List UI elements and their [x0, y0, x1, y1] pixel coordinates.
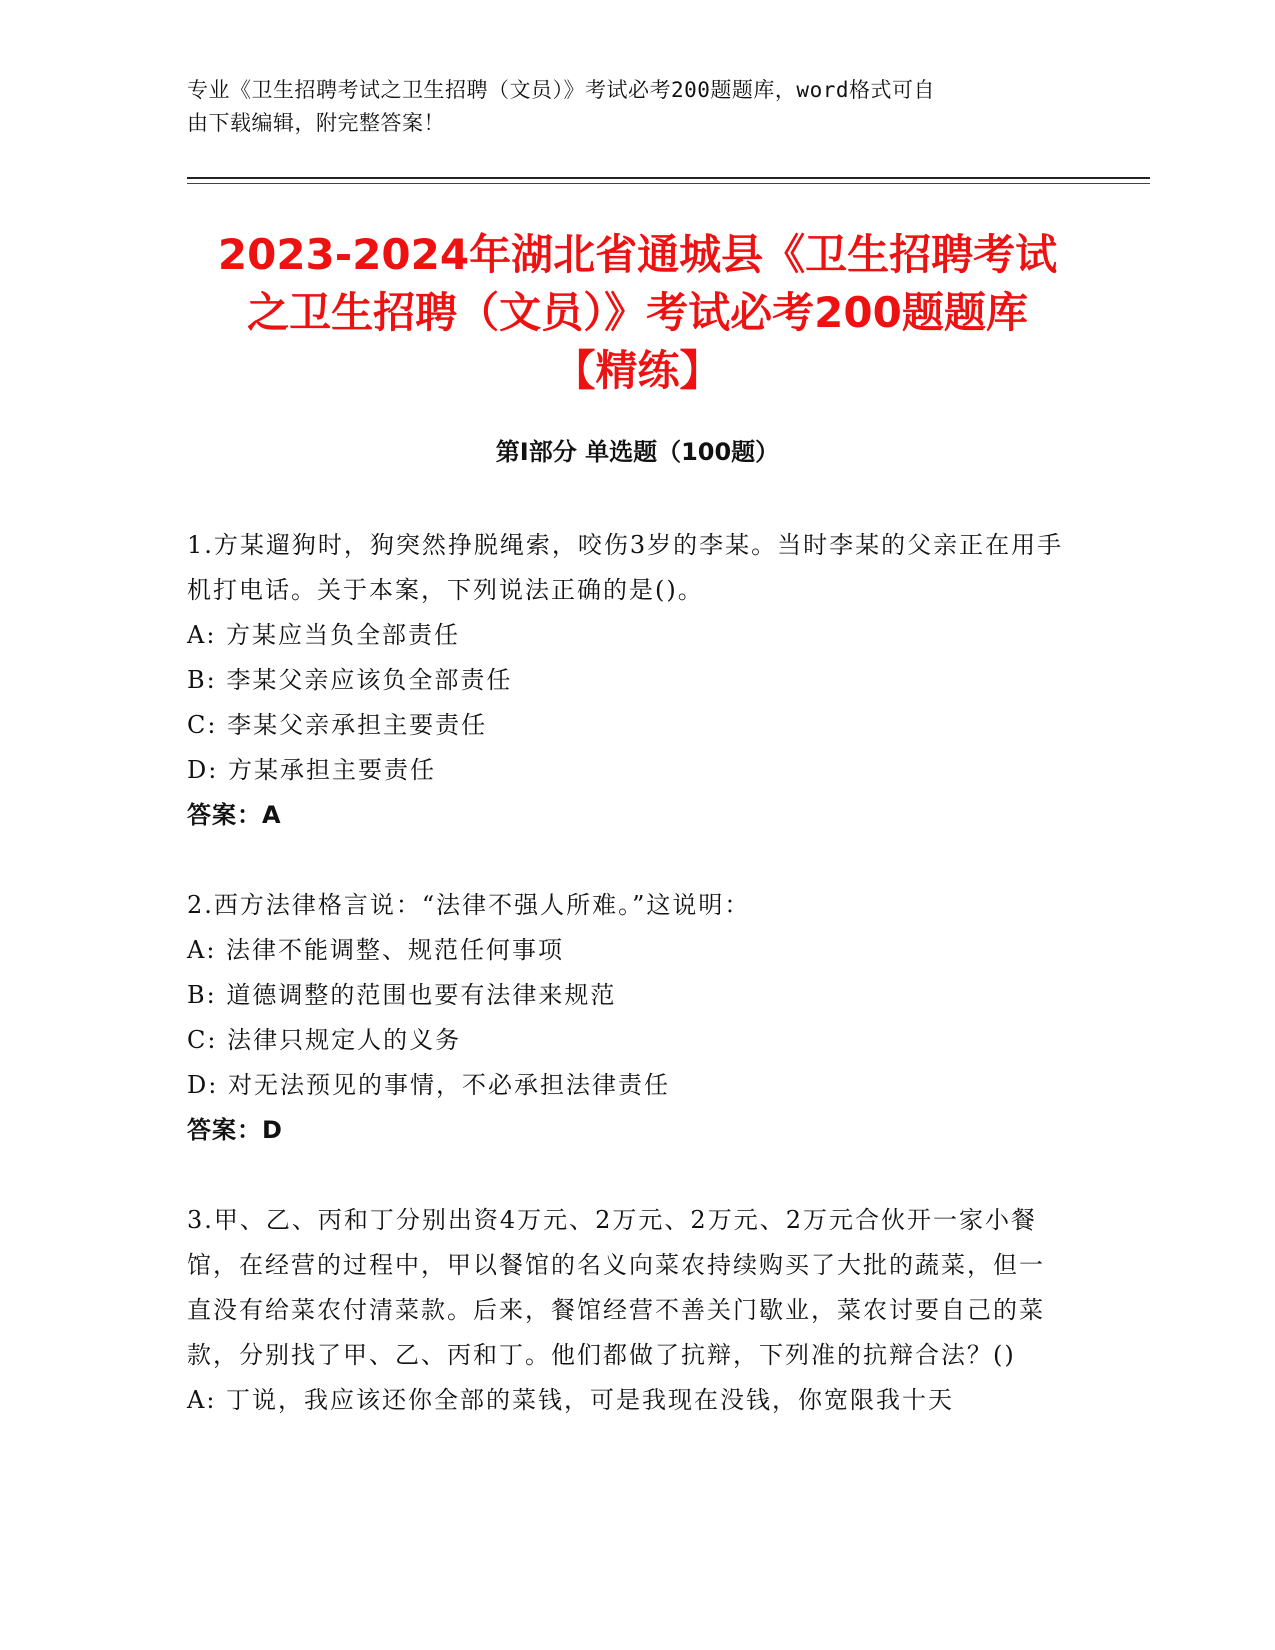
question-list	[187, 523, 1067, 1468]
question-answer: 答案：D	[187, 1116, 283, 1144]
question-option: C: 法律只规定人的义务	[187, 1026, 462, 1054]
question-option: D: 方某承担主要责任	[187, 756, 436, 784]
question-item	[187, 523, 1067, 838]
header-note	[187, 74, 1077, 140]
question-stem: 3.甲、乙、丙和丁分别出资4万元、2万元、2万元、2万元合伙开一家小餐馆，在经营的过程中，甲以餐馆的名义向菜农持续购买了大批的蔬菜，但一直没有给菜农付清菜款。后来，餐馆经营不善关门歇业，菜农讨要自己的菜款，分别找了甲、乙、丙和丁。他们都做了抗辩，下列准的抗辩合法？()	[187, 1206, 1045, 1369]
document-title-line-3: 【精练】	[553, 346, 722, 395]
header-divider-thick	[187, 177, 1150, 179]
question-option: C: 李某父亲承担主要责任	[187, 711, 488, 739]
question-option: D: 对无法预见的事情，不必承担法律责任	[187, 1071, 670, 1099]
question-option: B: 李某父亲应该负全部责任	[187, 666, 513, 694]
section-title: 第Ⅰ部分 单选题（100题）	[495, 438, 780, 466]
question-stem: 2.西方法律格言说：“法律不强人所难。”这说明：	[187, 891, 751, 919]
question-answer: 答案：A	[187, 801, 282, 829]
document-title-line-2: 之卫生招聘（文员）》考试必考200题题库	[247, 288, 1028, 337]
header-divider-thin	[187, 183, 1150, 184]
question-option: B: 道德调整的范围也要有法律来规范	[187, 981, 617, 1009]
question-item	[187, 1198, 1067, 1423]
question-item	[187, 883, 1067, 1153]
question-option: A: 丁说，我应该还你全部的菜钱，可是我现在没钱，你宽限我十天	[187, 1386, 955, 1414]
header-note-line-2: 由下载编辑，附完整答案！	[187, 111, 445, 135]
question-option: A: 法律不能调整、规范任何事项	[187, 936, 565, 964]
header-note-line-1: 专业《卫生招聘考试之卫生招聘（文员）》考试必考200题题库，word格式可自	[187, 78, 935, 102]
question-option: A: 方某应当负全部责任	[187, 621, 461, 649]
question-stem: 1.方某遛狗时，狗突然挣脱绳索，咬伤3岁的李某。当时李某的父亲正在用手机打电话。关于本案，下列说法正确的是()。	[187, 531, 1064, 604]
document-title-line-1: 2023-2024年湖北省通城县《卫生招聘考试	[217, 230, 1058, 279]
document-title	[150, 226, 1125, 400]
